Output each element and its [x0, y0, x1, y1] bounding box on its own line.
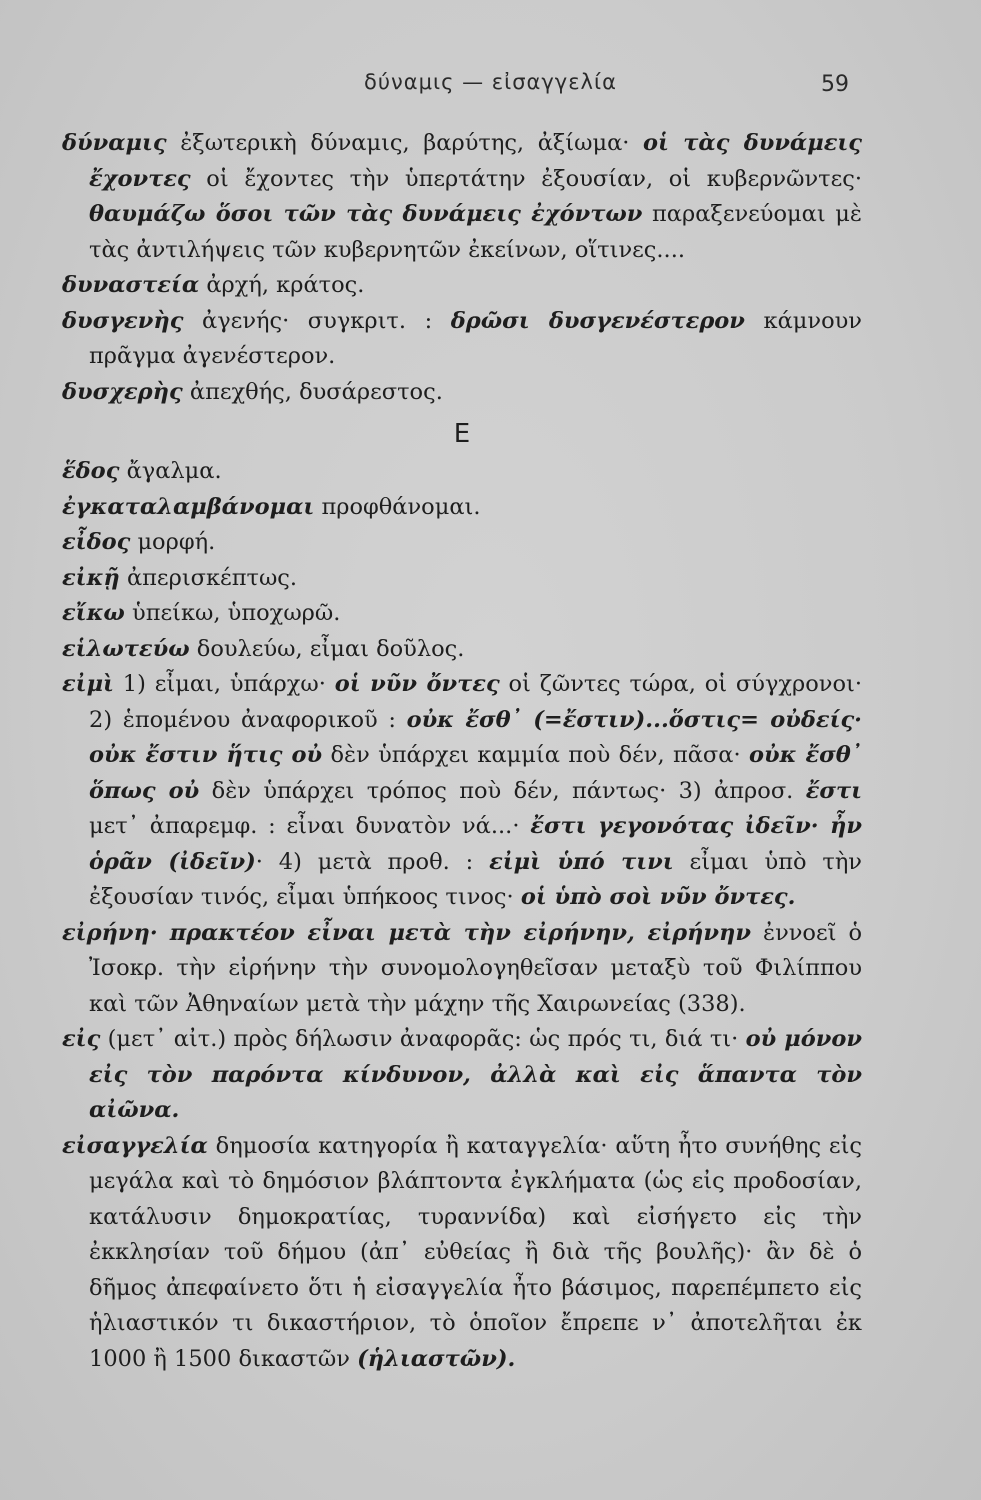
- definition-text: παραξενεύομαι μὲ τὰς ἀντιλήψεις τῶν κυβερνητῶν ἐκείνων, οἵτινες....: [89, 201, 862, 263]
- quoted-phrase: θαυμάζω ὅσοι τῶν τὰς δυνάμεις ἐχόντων: [89, 201, 643, 227]
- entry-headword: εἴκω: [62, 600, 125, 626]
- definition-text: μετ᾽ ἀπαρεμφ. : εἶναι δυνατὸν νά...·: [89, 813, 531, 839]
- definition-text: 1) εἶμαι, ὑπάρχω·: [122, 671, 335, 697]
- page-number: 59: [821, 72, 849, 97]
- definition-text: οἱ ζῶντες τώρα, οἱ σύγχρονοι· 2) ἑπομένου ἀναφορικοῦ :: [89, 671, 862, 733]
- entry-headword: ἕδος: [62, 458, 120, 484]
- definition-text: δὲν ὑπάρχει τρόπος ποὺ δέν, πάντως· 3) ἀπροσ.: [199, 777, 806, 804]
- dictionary-entry: [62, 561, 862, 597]
- dictionary-entry: [62, 1022, 862, 1129]
- entry-headword: δυσχερὴς: [62, 378, 183, 405]
- definition-text: δουλεύω, εἶμαι δοῦλος.: [196, 635, 465, 662]
- entry-headword: εἰσαγγελία: [62, 1132, 208, 1159]
- definition-text: · 4) μετὰ προθ. :: [255, 848, 490, 875]
- quoted-phrase: εἰμὶ ὑπό τινι: [489, 848, 674, 875]
- definition-text: δημοσία κατηγορία ἢ καταγγελία· αὕτη ἦτο συνήθης εἰς μεγάλα καὶ τὸ δημόσιον βλάπτοντα ἐγκλήματα (ὡς εἰς προδοσίαν, κατάλυσιν δημοκρατίας, τυραννίδα) καὶ εἰσήγετο εἰς τὴν ἐκκλησίαν τοῦ δήμου (ἀπ᾽ εὐθείας ἢ διὰ τῆς βουλῆς)· ἂν δὲ ὁ δῆμος ἀπεφαίνετο ὅτι ἡ εἰσαγγελία ἦτο βάσιμος, παρεπέμπετο εἰς ἡλιαστικόν τι δικαστήριον, τὸ ὁποῖον ἔπρεπε ν᾽ ἀποτελῆται ἐκ 1000 ἢ 1500 δικαστῶν: [89, 1132, 862, 1372]
- dictionary-entry: [62, 632, 862, 668]
- dictionary-entry: [62, 1129, 862, 1378]
- definition-text: δὲν ὑπάρχει καμμία ποὺ δέν, πᾶσα·: [322, 742, 749, 768]
- definition-text: εἶμαι ὑπὸ τὴν ἐξουσίαν τινός, εἶμαι ὑπήκοος τινος·: [89, 848, 862, 910]
- quoted-phrase: οἱ νῦν ὄντες: [334, 671, 500, 697]
- definition-text: ἐξωτερικὴ δύναμις, βαρύτης, ἀξίωμα·: [180, 130, 644, 156]
- dictionary-entry: [62, 490, 862, 526]
- dictionary-entry: [62, 304, 862, 375]
- dictionary-entry: [62, 916, 862, 1023]
- quoted-phrase: οὐκ ἔσθ᾽ ὅπως οὐ: [89, 742, 863, 804]
- quoted-phrase: δρῶσι δυσγενέστερον: [450, 307, 745, 334]
- quoted-phrase: ἔστι γεγονότας ἰδεῖν· ἦν ὁρᾶν (ἰδεῖν): [89, 813, 862, 875]
- definition-text: ἀπεχθής, δυσάρεστος.: [189, 378, 443, 405]
- entry-headword: δυσγενὴς: [62, 307, 184, 334]
- entry-headword: εἱλωτεύω: [62, 635, 190, 662]
- definition-text: ἀγενής· συγκριτ. :: [202, 307, 451, 334]
- running-title: δύναμις — εἰσαγγελία: [364, 70, 617, 94]
- entry-headword: εἰς: [62, 1026, 101, 1052]
- definition-text: ἐννοεῖ ὁ Ἰσοκρ. τὴν εἰρήνην τὴν συνομολογηθεῖσαν μεταξὺ τοῦ Φιλίππου καὶ τῶν Ἀθηναίων μετὰ τὴν μάχην τῆς Χαιρωνείας (338).: [89, 919, 862, 1017]
- entry-headword: εἰκῇ: [62, 564, 120, 591]
- dictionary-entry: [62, 596, 862, 632]
- definition-text: μορφή.: [137, 529, 216, 555]
- entry-headword: εἰμὶ: [62, 671, 114, 697]
- quoted-phrase: ἔστι: [805, 777, 862, 804]
- quoted-phrase: πρακτέον εἶναι μετὰ τὴν εἰρήνην, εἰρήνην: [169, 919, 751, 946]
- definition-text: (μετ᾽ αἰτ.) πρὸς δήλωσιν ἀναφορᾶς: ὡς πρός τι, διά τι·: [107, 1026, 746, 1052]
- definition-text: ἄγαλμα.: [126, 458, 222, 484]
- entry-headword: δύναμις: [62, 130, 167, 156]
- dictionary-entry: [62, 525, 862, 561]
- dictionary-entry: [62, 667, 862, 916]
- quoted-phrase: οὐκ ἔσθ᾽ (=ἔστιν)...ὅστις= οὐδείς· οὐκ ἔστιν ἥτις οὐ: [89, 706, 862, 768]
- quoted-phrase: (ἡλιαστῶν).: [357, 1345, 516, 1372]
- entry-headword: εἰρήνη·: [62, 919, 158, 946]
- entry-headword: εἶδος: [62, 529, 131, 555]
- definition-text: κάμνουν πρᾶγμα ἀγενέστερον.: [89, 307, 862, 369]
- dictionary-entry: [62, 268, 862, 304]
- dictionary-entry: [62, 375, 862, 411]
- quoted-phrase: οἱ τὰς δυνάμεις ἔχοντες: [89, 130, 862, 192]
- definition-text: ὑπείκω, ὑποχωρῶ.: [132, 600, 341, 626]
- section-letter: Ε: [453, 419, 471, 449]
- dictionary-entry: [62, 454, 862, 490]
- definition-text: προφθάνομαι.: [321, 493, 481, 520]
- entry-headword: ἐγκαταλαμβάνομαι: [62, 493, 315, 520]
- definition-text: ἀρχή, κράτος.: [206, 272, 365, 298]
- dictionary-entry: [62, 126, 862, 268]
- entries-column: [62, 126, 862, 1377]
- definition-text: οἱ ἔχοντες τὴν ὑπερτάτην ἐξουσίαν, οἱ κυβερνῶντες·: [190, 165, 862, 192]
- quoted-phrase: οἱ ὑπὸ σοὶ νῦν ὄντες.: [520, 884, 796, 910]
- quoted-phrase: οὐ μόνον εἰς τὸν παρόντα κίνδυνον, ἀλλὰ καὶ εἰς ἅπαντα τὸν αἰῶνα.: [89, 1026, 862, 1123]
- definition-text: ἀπερισκέπτως.: [126, 564, 298, 591]
- entry-headword: δυναστεία: [62, 272, 200, 298]
